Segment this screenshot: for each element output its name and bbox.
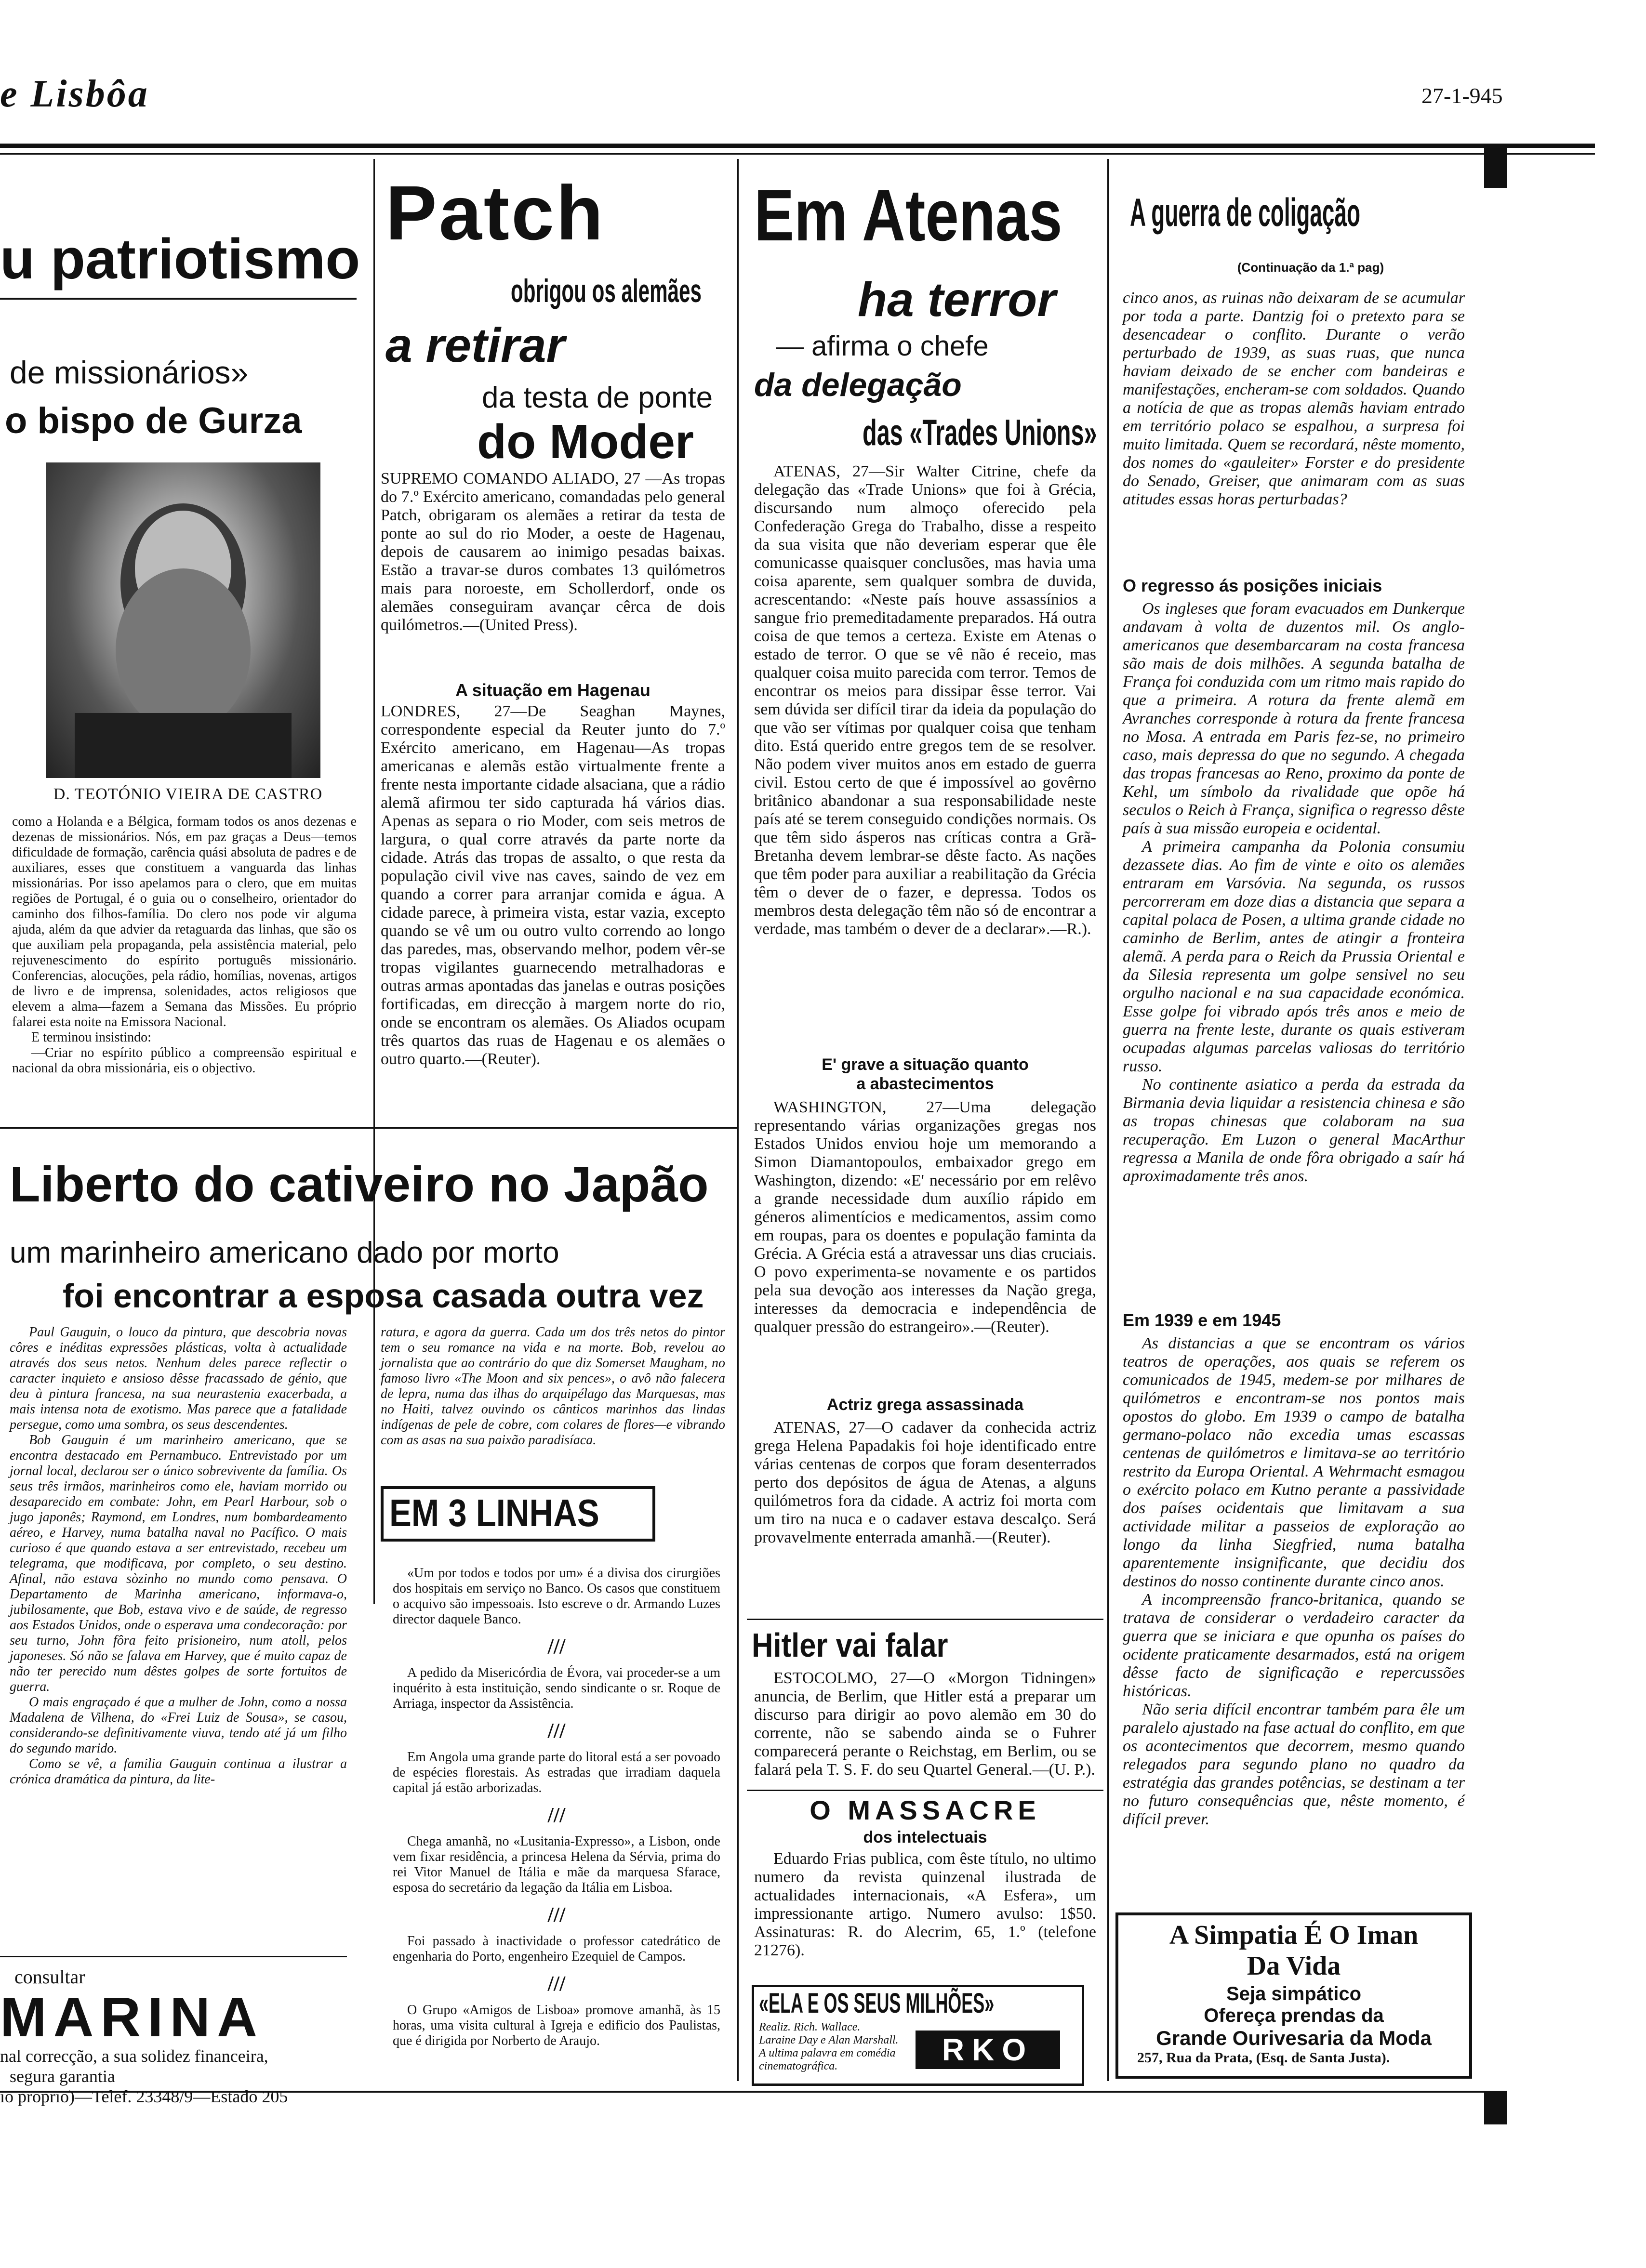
- headline-testa-ponte: da testa de ponte: [482, 381, 713, 414]
- headline-ha-terror: ha terror: [858, 273, 1056, 327]
- right-edge-bar: [1484, 145, 1507, 188]
- em3-separator: ///: [547, 1635, 566, 1658]
- simpatia-line6: 257, Rua da Prata, (Esq. de Santa Justa).: [1137, 2050, 1390, 2066]
- headline-liberto: Liberto do cativeiro no Japão: [10, 1157, 709, 1213]
- col4-article-3: [1123, 1334, 1465, 1829]
- col3-article-1: [754, 462, 1096, 938]
- headline-em-atenas: Em Atenas: [754, 174, 1062, 256]
- paragraph: ATENAS, 27—O cadaver da conhecida actriz grega Helena Papadakis foi hoje identificado entre várias centenas de corpos que foram desenterrados perto dos depósitos de água de Atenas, a alguns quilómetros fora da cidade. A actriz foi morta com um tiro na nuca e o cadaver estava descalço. Será provavelmente enterrada amanhã.—(Reuter).: [754, 1419, 1096, 1546]
- liberto-top-rule: [0, 1127, 737, 1129]
- hitler-top-rule: [747, 1619, 1103, 1620]
- rko-logo: RKO: [916, 2031, 1060, 2069]
- subhead-hagenau: A situação em Hagenau: [455, 680, 650, 700]
- col3-article-3: [754, 1419, 1096, 1547]
- col4-article-2: [1123, 600, 1465, 1186]
- em3-item: Chega amanhã, no «Lusitania-Expresso», a Lisbon, onde vem fixar residência, a princesa Helena da Sérvia, prima do rei Vitor Manuel de Itália e mãe da marquesa Sfarace, esposa do secretário da legação da Itália em Lisboa.: [393, 1834, 720, 1895]
- em3-separator: ///: [547, 1719, 566, 1742]
- portrait-figure-icon: [46, 462, 320, 778]
- headline-trades-unions: das «Trades Unions»: [863, 412, 1097, 453]
- paragraph: O mais engraçado é que a mulher de John, como a nossa Madalena de Vilhena, do «Frei Luiz de Sousa», se casou, considerando-se definitivamente viuva, tendo até já um filho do segundo marido.: [10, 1695, 347, 1756]
- col1-article: [12, 814, 357, 1076]
- rko-ad-body: Realiz. Rich. Wallace. Laraine Day e Alan Marshall. A ultima palavra em comédia cinematográfica.: [759, 2021, 899, 2072]
- paragraph: A primeira campanha da Polonia consumiu dezassete dias. Ao fim de vinte e oito os alemães entraram em Varsóvia. Na segunda, os russos percorreram em doze dias a distancia que separa a capital polaca de Posen, a ultima grande cidade no caminho de Berlim, antes de atingir a fronteira alemã. A perda para o Reich da Prussia Oriental e da Silesia representa um golpe sensivel no seu orgulho nacional e na sua capacidade económica. Esse golpe foi vibrado após três anos e meio de guerra na frente leste, durante os quais estiveram ocupadas algumas parcelas valiosas do território russo.: [1123, 838, 1465, 1075]
- massacre-sub: dos intelectuais: [863, 1828, 987, 1846]
- headline-underline: [0, 298, 357, 300]
- masthead-title: e Lisbôa: [0, 73, 149, 115]
- em3-item: A pedido da Misericórdia de Évora, vai proceder-se a um inquérito à esta instituição, sendo sindicante o sr. Roque de Arriaga, inspector da Assistência.: [393, 1665, 720, 1711]
- em3-item: O Grupo «Amigos de Lisboa» promove amanhã, às 15 horas, uma visita cultural à Igreja e edificio dos Paulistas, que é dirigida por Norberto de Araujo.: [393, 2003, 720, 2048]
- rko-ad-title: «ELA E OS SEUS MILHÕES»: [759, 1988, 995, 2019]
- paragraph: Paul Gauguin, o louco da pintura, que descobria novas côres e inéditas expressões plásticas, volta à actualidade através dos seus netos. Nenhum deles parece reflectir o caracter inquieto e ansioso dêsse fracassado de génio, que deu à pintura francesa, na sua neurastenia exacerbada, a mais intensa nota de exotismo. Mas parece que a fatalidade persegue, como uma sombra, os seus descendentes.: [10, 1325, 347, 1432]
- paragraph: Como se vê, a familia Gauguin continua a ilustrar a crónica dramática da pintura, da lite-: [10, 1756, 347, 1787]
- simpatia-line2: Da Vida: [1247, 1951, 1341, 1981]
- paragraph: Os ingleses que foram evacuados em Dunkerque andavam à volta de duzentos mil. Os anglo-americanos que desembarcaram na costa francesa são mais de dois milhões. A segunda batalha de França foi conduzida com um ritmo mais rapido do que a primeira. A rotura da frente alemã em Avranches corresponde à rotura da frente francesa no Mosa. A entrada em Paris fez-se, no primeiro caso, mais depressa do que no segundo. A chegada das tropas francesas ao Reno, proximo da ponte de Kehl, um símbolo da rivalidade que opõe há seculos o Reich à França, significa o regresso dêste país à sua missão europeia e ocidental.: [1123, 600, 1465, 837]
- col4-article-1: [1123, 289, 1465, 509]
- headline-patch: Patch: [385, 170, 605, 256]
- masthead-rule-thin: [0, 153, 1595, 155]
- paragraph: ATENAS, 27—Sir Walter Citrine, chefe da delegação das «Trade Unions» que foi à Grécia, discursando num almoço oferecido pela Confederação Grega do Trabalho, disse a respeito da sua visita que não deveriam esperar que êle comunicasse quaisquer conclusões, mas havia uma coisa aparente, sem qualquer sombra de duvida, acrescentando: «Neste país houve assassínios a sangue frio premeditadamente preparados. Há outra coisa de que temos a certeza. Existe em Atenas o estado de terror. O que se vê não é receio, mas qualquer coisa muito parecida com terror. Temos de encontrar os meios para dissipar êsse terror. Vai sem dúvida ser difícil tirar da ideia da população do que vão ser vítimas por qualquer coisa que tenham dito. Está querido entre gregos tem de se resolver. Não podem viver muitos anos em estado de guerra civil. Estou certo de que é impossível ao govêrno britânico abandonar a sua responsabilidade neste país até se terem conseguido condições normais. Os que têm sido ásperos nas críticas contra a Grã-Bretanha devem lembrar-se dêste facto. As nações que têm poder para auxiliar a reabilitação da Grécia têm o dever de o fazer, e depressa. Todos os membros desta delegação têm não só de encontrar a verdade, mas também o dever de a declarar».—R.).: [754, 462, 1096, 938]
- em3-item: «Um por todos e todos por um» é a divisa dos cirurgiões dos hospitais em serviço no Banco. Os casos que constituem o acquivo são impessoais. Isto escreve o dr. Armando Luzes director daquele Banco.: [393, 1566, 720, 1627]
- marina-line4: io proprio)—Telef. 23348/9—Estado 205: [0, 2087, 288, 2106]
- column-divider: [737, 159, 739, 2081]
- headline-guerra-coligacao: A guerra de coligação: [1130, 191, 1361, 235]
- subhead-actriz: Actriz grega assassinada: [826, 1396, 1024, 1414]
- masthead-date: 27-1-945: [1421, 83, 1503, 108]
- paragraph: Eduardo Frias publica, com êste título, no ultimo numero da revista quinzenal ilustrada de actualidades internacionais, «A Esfera», um impressionante artigo. Numero avulso: 1$50. Assinaturas: R. do Alecrim, 65, 1.º (telefone 21276).: [754, 1850, 1096, 1959]
- headline-patriotismo: u patriotismo: [0, 227, 360, 291]
- headline-a-retirar: a retirar: [385, 318, 565, 372]
- hitler-article: [754, 1669, 1096, 1779]
- liberto-article-left: [10, 1325, 347, 1787]
- em3-item: Foi passado à inactividade o professor catedrático de engenharia do Porto, engenheiro Ezequiel de Campos.: [393, 1934, 720, 1964]
- simpatia-line3: Seja simpático: [1226, 1983, 1362, 2004]
- headline-afirma: — afirma o chefe: [776, 330, 989, 362]
- em3-separator: ///: [547, 1972, 566, 1995]
- marina-line3: segura garantia: [10, 2067, 115, 2086]
- em3-separator: ///: [547, 1903, 566, 1926]
- marina-top-rule: [0, 1956, 347, 1957]
- marina-ad: [0, 1965, 347, 2107]
- paragraph: SUPREMO COMANDO ALIADO, 27 —As tropas do 7.º Exército americano, comandadas pelo general Patch, obrigaram os alemães a retirar da testa de ponte ao sul do rio Moder, a oeste de Hagenau, depois de causarem ao inimigo pesadas baixas. Estão a travar-se duros combates 13 quilómetros mais para noroeste, em Schollerdorf, onde os alemães conseguiram avançar cêrca de dois quilómetros.—(United Press).: [381, 470, 725, 634]
- paragraph: como a Holanda e a Bélgica, formam todos os anos dezenas e dezenas de missionários. Nós, em paz graças a Deus—temos dificuldade de formação, carência quási absoluta de padres e de auxiliares, esses que constituem a vanguarda das linhas missionárias. Por isso apelamos para o clero, que em muitas regiões de Portugal, é o guia ou o conselheiro, orientador do caminho dos filhos-família. Do clero nos pode vir alguma ajuda, além da que advier da retaguarda das linhas, que são os que auxiliam pela propaganda, pela assistência material, pelo rejuvenescimento do espírito português missionário. Conferencias, alocuções, pela rádio, homílias, novenas, artigos de livro e de imprensa, solenidades, actos religiosos que elevem a alma—fazem a Semana das Missões. Eu próprio falarei esta noite na Emissora Nacional.: [12, 814, 357, 1029]
- paragraph: —Criar no espírito público a compreensão espiritual e nacional da obra missionária, eis o objectivo.: [12, 1045, 357, 1076]
- subhead-1939-1945: Em 1939 e em 1945: [1123, 1310, 1281, 1330]
- column-divider: [1107, 159, 1109, 2081]
- em3-separator: ///: [547, 1803, 566, 1827]
- headline-delegacao: da delegação: [754, 367, 962, 403]
- headline-sub-missionarios: de missionários»: [10, 355, 249, 390]
- headline-massacre: O MASSACRE: [810, 1795, 1041, 1825]
- col2-article-2: [381, 702, 725, 1068]
- portrait-photo: [46, 462, 320, 778]
- liberto-sub2: foi encontrar a esposa casada outra vez: [63, 1277, 704, 1315]
- paragraph: Bob Gauguin é um marinheiro americano, que se encontra destacado em Pernambuco. Entrevistado por um jornal local, declarou ser o único sobrevivente da família. Os seus três irmãos, marinheiros como ele, haviam morrido ou desaparecido em combate: John, em Pearl Harbour, sob o jugo japonês; Raymond, em Londres, num bombardeamento aéreo, e Harvey, numa batalha naval no Pacífico. O mais curioso é que quando estava a ser entrevistado, recebeu um telegrama, que modificava, por completo, o seu destino. Afinal, não estava sòzinho no mundo como pensava. O Departamento de Marinha americano, informava-o, jubilosamente, que Bob, estava vivo e de saúde, de regresso aos Estados Unidos, onde o esperava uma condecoração: por seu turno, John fôra feito prisioneiro, num atoll, pelos japoneses. Só não se falava em Harvey, que é muito capaz de não ter perecido num dêstes golpes de sorte fortuitos de guerra.: [10, 1433, 347, 1694]
- paragraph: E terminou insistindo:: [31, 1030, 151, 1045]
- column-divider: [373, 159, 375, 1604]
- headline-obrigou: obrigou os alemães: [511, 273, 702, 309]
- masthead-rule: [0, 144, 1595, 148]
- paragraph: Não seria difícil encontrar também para êle um paralelo ajustado na fase actual do conflito, em que os acontecimentos que decorrem, mesmo quando relegados para segundo plano no quadro da estratégia das grandes potências, se destinam a ter no futuro consequências que, nêste momento, é difícil prever.: [1123, 1701, 1465, 1828]
- massacre-article: [754, 1850, 1096, 1960]
- em3-items: [393, 1566, 720, 2049]
- em3-item: Em Angola uma grande parte do litoral está a ser povoado de espécies florestais. As estradas que irradiam daquela capital já estão arborizadas.: [393, 1750, 721, 1795]
- marina-line1: consultar: [14, 1966, 85, 1988]
- headline-hitler: Hitler vai falar: [752, 1626, 948, 1664]
- paragraph: As distancias a que se encontram os vários teatros de operações, aos quais se referem os comunicados de 1945, medem-se por milhares de quilómetros e encontram-se nos pontos mais opostos do globo. Em 1939 o campo de batalha germano-polaco não excedia umas escassas centenas de quilómetros e limitava-se ao território restrito da Europa Oriental. A Wehrmacht esmagou o exército polaco em Kutno perante a passividade dos países ocidentais que limitavam a sua actividade militar a passeios de exploração ao longo da linha Siegfried, numa batalha aparentemente insignificante, que decidiu dos destinos do nosso continente durante cinco anos.: [1123, 1334, 1465, 1590]
- subhead-line: a abastecimentos: [856, 1075, 994, 1093]
- paragraph: WASHINGTON, 27—Uma delegação representando várias organizações gregas nos Estados Unidos enviou hoje um memorando a Simon Diamantopoulos, embaixador grego em Washington, dizendo: «E' necessário por em relêvo a grande necessidade dum auxílio rápido em géneros alimentícios e medicamentos, assim como em roupas, para os doentes e população faminta da Grécia. A Grécia está a atravessar uns dias cruciais. O povo experimenta-se novamente e os partidos pela sua devoção aos interesses da Nação grega, interesses da democracia e independência de qualquer pressão do estrangeiro».—(Reuter).: [754, 1098, 1096, 1336]
- right-edge-bar-bottom: [1484, 2091, 1507, 2124]
- subhead-regresso: O regresso ás posições iniciais: [1123, 576, 1382, 595]
- col3-article-2: [754, 1098, 1096, 1336]
- paragraph: cinco anos, as ruinas não deixaram de se acumular por toda a parte. Dantzig foi o pretexto para se desencadear o conflito. Durante o verão perturbado de 1939, as suas ruas, que nunca haviam deixado de se encher com bandeiras e manifestações, encheram-se com soldados. Quando a notícia de que as tropas alemãs haviam entrado em território polaco se espalhou, a surpresa foi muito limitada. Quem se recordará, nêste momento, dos nomes do «gauleiter» Forster e do presidente do Senado, Greiser, que animaram com as suas atitudes essas horas perturbadas?: [1123, 289, 1465, 508]
- simpatia-line1: A Simpatia É O Iman: [1169, 1920, 1419, 1950]
- headline-do-moder: do Moder: [477, 415, 694, 469]
- col2-article-1: [381, 470, 725, 634]
- simpatia-line5: Grande Ourivesaria da Moda: [1156, 2027, 1432, 2049]
- headline-bispo-gurza: o bispo de Gurza: [5, 400, 302, 441]
- massacre-top-rule: [747, 1790, 1103, 1791]
- liberto-sub1: um marinheiro americano dado por morto: [10, 1236, 559, 1269]
- simpatia-line4: Ofereça prendas da: [1204, 2005, 1384, 2026]
- headline-continuacao: (Continuação da 1.ª pag): [1237, 260, 1384, 275]
- simpatia-ad: [1123, 1920, 1465, 2066]
- paragraph: LONDRES, 27—De Seaghan Maynes, correspondente especial da Reuter junto do 7.º Exército americano, em Hagenau—As tropas americanas e alemãs estão virtualmente frente a frente nesta importante cidade alsaciana, que a rádio alemã afirmou ter sido capturada há vários dias. Apenas as separa o rio Moder, com seis metros de largura, o qual corre através da parte norte da cidade. Atrás das tropas de assalto, o que resta da população civil vive nas caves, saindo de vez em quando a correr para arranjar comida e água. A cidade parece, à primeira vista, estar vazia, excepto quando se vê um ou outro vulto correndo ao longo das paredes, mas, observando melhor, podem vêr-se tropas vigilantes guarnecendo metralhadoras e outras armas apontadas das janelas e outras posições fortificadas, em direcção à margem norte do rio, onde se encontram os alemães. Os Aliados ocupam três quartos das ruas de Hagenau e os alemães o outro quarto.—(Reuter).: [381, 702, 725, 1068]
- paragraph: ratura, e agora da guerra. Cada um dos três netos do pintor tem o seu romance na vida e na morte. Bob, revelou ao jornalista que ao contrário do que diz Somerset Maugham, no famoso livro «The Moon and six pences», o avô não falecera de lepra, numa das ilhas do arquipélago das Marquesas, mas no Haiti, talvez ouvindo os cânticos marinhos das lindas indígenas de pele de cobre, com colares de flores—e vibrando com as asas na sua paixão paradisíaca.: [381, 1325, 725, 1448]
- subhead-line: E' grave a situação quanto: [822, 1055, 1029, 1074]
- photo-caption: D. TEOTÓNIO VIEIRA DE CASTRO: [53, 785, 323, 803]
- paragraph: No continente asiatico a perda da estrada da Birmania devia liquidar a resistencia chinesa e são as tropas chinesas que colaboram na sua recuperação. Em Luzon o general MacArthur regressa a Manila de onde fôra obrigado a saír há aproximadamente três anos.: [1123, 1076, 1465, 1185]
- paragraph: A incompreensão franco-britanica, quando se tratava de considerar o verdadeiro caracter da guerra que se iniciara e que opunha os países do ocidente praticamente desarmados, está na origem dêsse facto de significação e repercussões históricas.: [1123, 1591, 1465, 1700]
- liberto-article-right: [381, 1325, 725, 1448]
- marina-line2: nal correcção, a sua solidez financeira,: [0, 2046, 268, 2066]
- marina-name: MARINA: [0, 1986, 264, 2048]
- em3-title: EM 3 LINHAS: [389, 1491, 599, 1534]
- paragraph: ESTOCOLMO, 27—O «Morgon Tidningen» anuncia, de Berlim, que Hitler está a preparar um discurso para dirigir ao povo alemão em 30 do corrente, não se sabendo ainda se o Fuhrer comparecerá perante o Reichstag, em Berlim, ou se falará pela T. S. F. do seu Quartel General.—(U. P.).: [754, 1669, 1096, 1779]
- subhead-abastecimentos: [754, 1055, 1096, 1094]
